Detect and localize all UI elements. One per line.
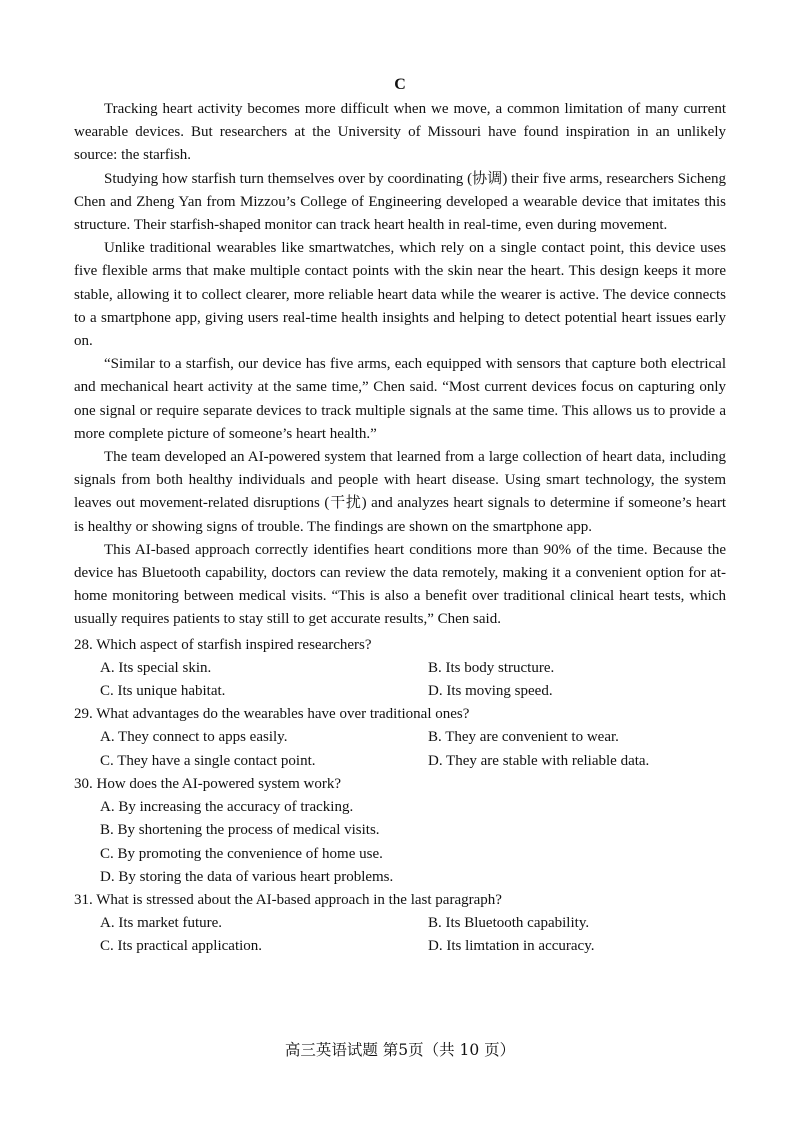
passage-paragraph: This AI-based approach correctly identifies heart conditions more than 90% of the time. Because the device has Bluetooth capability, doctors can review the data remotely, making it a convenient option for at-home monitoring between medical visits. “This is also a benefit over traditional clinical heart tests, which usually requires patients to stay still to get accurate results,” Chen said. — [74, 541, 726, 628]
option-b: B. They are convenient to wear. — [428, 729, 619, 746]
page-footer: 高三英语试题 第5页（共 10 页） — [284, 1041, 516, 1059]
option-d: D. By storing the data of various heart problems. — [100, 868, 394, 885]
question-30 — [74, 773, 726, 889]
option-list — [74, 796, 726, 889]
question-stem: 29. What advantages do the wearables have over traditional ones? — [74, 706, 470, 723]
option-c: C. By promoting the convenience of home use. — [100, 845, 383, 862]
option-a: A. Its market future. — [100, 915, 223, 932]
passage-paragraph: Studying how starfish turn themselves over by coordinating (协调) their five arms, researchers Sicheng Chen and Zheng Yan from Mizzou’s College of Engineering developed a wearable device that imitates this structure. Their starfish-shaped monitor can track heart health in real-time, even during movement. — [74, 170, 726, 234]
option-b: B. Its body structure. — [428, 659, 555, 676]
passage-paragraph: Tracking heart activity becomes more difficult when we move, a common limitation of many current wearable devices. But researchers at the University of Missouri have found inspiration in an unlikely source: the starfish. — [74, 101, 726, 164]
section-heading: C — [394, 76, 406, 93]
option-a: A. Its special skin. — [100, 659, 212, 676]
question-list — [74, 634, 726, 959]
option-grid — [74, 657, 726, 703]
option-grid — [74, 726, 726, 772]
option-d: D. Its limtation in accuracy. — [428, 938, 595, 955]
question-stem: 31. What is stressed about the AI-based approach in the last paragraph? — [74, 891, 502, 908]
question-29 — [74, 703, 726, 773]
question-stem: 30. How does the AI-powered system work? — [74, 775, 342, 792]
option-b: B. By shortening the process of medical visits. — [100, 822, 380, 839]
question-stem: 28. Which aspect of starfish inspired researchers? — [74, 636, 372, 653]
option-c: C. They have a single contact point. — [100, 752, 316, 769]
passage-paragraph: The team developed an AI-powered system that learned from a large collection of heart data, including signals from both healthy individuals and people with heart disease. Using smart technology, the system leaves out movement-related disruptions (干扰) and analyzes heart signals to determine if someone’s heart is healthy or showing signs of trouble. The findings are shown on the smartphone app. — [74, 449, 726, 535]
passage-paragraph: “Similar to a starfish, our device has five arms, each equipped with sensors that capture both electrical and mechanical heart activity at the same time,” Chen said. “Most current devices focus on capturing only one signal or require separate devices to track multiple signals at the same time. This allows us to provide a more complete picture of someone’s heart health.” — [74, 356, 726, 442]
question-28 — [74, 634, 726, 704]
passage-paragraph: Unlike traditional wearables like smartwatches, which rely on a single contact point, this device uses five flexible arms that make multiple contact points with the skin near the heart. This design keeps it more stable, allowing it to collect clearer, more reliable heart data while the wearer is active. The device connects to a smartphone app, giving users real-time health insights and helping to detect potential heart issues early on. — [74, 240, 726, 350]
question-31 — [74, 889, 726, 959]
passage — [74, 98, 726, 632]
exam-page — [74, 74, 726, 959]
option-a: A. They connect to apps easily. — [100, 729, 288, 746]
option-a: A. By increasing the accuracy of tracking. — [100, 799, 354, 816]
option-c: C. Its practical application. — [100, 938, 263, 955]
option-d: D. Its moving speed. — [428, 683, 553, 700]
option-b: B. Its Bluetooth capability. — [428, 915, 590, 932]
option-d: D. They are stable with reliable data. — [428, 752, 650, 769]
option-c: C. Its unique habitat. — [100, 683, 226, 700]
option-grid — [74, 912, 726, 958]
